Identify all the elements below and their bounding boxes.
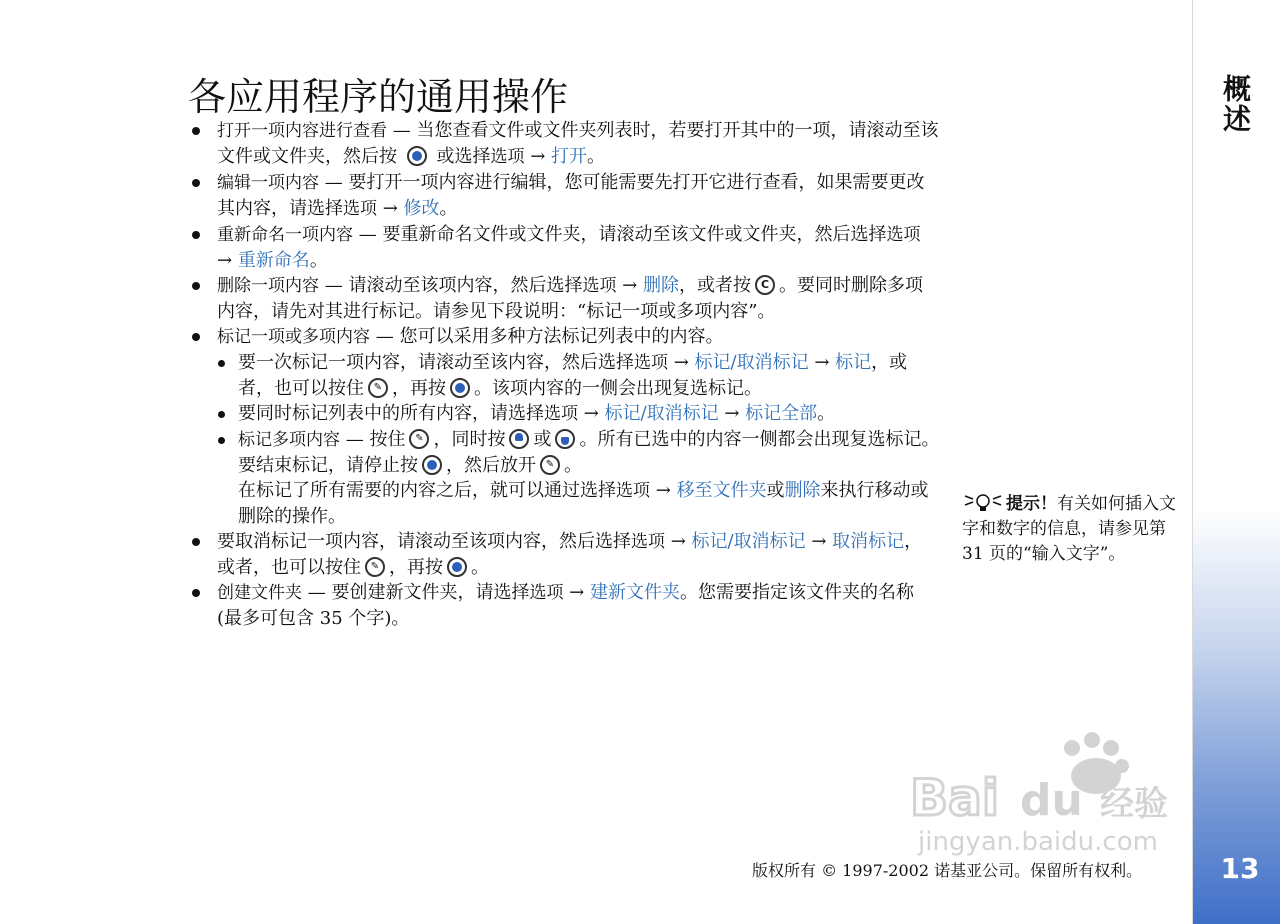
clear-key-icon: C — [755, 275, 775, 295]
mark-sublist — [217, 350, 940, 529]
svg-text:经验: 经验 — [1100, 784, 1168, 824]
item-text: 或 — [533, 429, 552, 450]
item-term: 删除一项内容 — [217, 276, 319, 296]
item-text: — 您可以采用多种方法标记列表中的内容。 — [370, 326, 724, 347]
item-text: 来执行移动或删除的操作。 — [238, 480, 929, 527]
menu-options: 选项 — [582, 276, 617, 296]
bullet — [218, 360, 225, 367]
edit-key-icon: ✎ — [540, 455, 560, 475]
tip-text: 有关如何插入文字和数字的信息，请参见第 31 页的“输入文字”。 — [962, 494, 1176, 564]
arrow: → — [524, 146, 551, 167]
menu-options: 选项 — [616, 481, 650, 501]
item-text: ，再按 — [389, 557, 443, 578]
scroll-down-icon — [555, 429, 575, 449]
edit-key-icon: ✎ — [409, 429, 429, 449]
item-text: — 请滚动至该项内容，然后选择 — [319, 275, 583, 296]
bullet — [192, 333, 200, 341]
arrow: → — [217, 250, 238, 271]
edit-key-icon: ✎ — [365, 557, 385, 577]
baidu-watermark-logo — [910, 730, 1195, 860]
sublist-item-mark-all — [217, 401, 940, 427]
link-mark-all[interactable]: 标记全部 — [745, 403, 818, 424]
arrow: → — [616, 275, 643, 296]
menu-options: 选项 — [529, 583, 564, 603]
item-text: 要取消标记一项内容，请滚动至该项内容，然后选择 — [217, 531, 631, 552]
menu-options: 选项 — [544, 404, 578, 424]
link-mark-unmark[interactable]: 标记/取消标记 — [691, 531, 806, 552]
item-text: ，或者，也可以按住 — [217, 531, 923, 578]
scroll-up-icon — [509, 429, 529, 449]
item-text: 在标记了所有需要的内容之后，就可以通过选择 — [238, 480, 616, 501]
item-text: 。 — [439, 198, 458, 219]
item-text: 要同时标记列表中的所有内容，请选择 — [238, 403, 544, 424]
item-text: — 要打开一项内容进行编辑，您可能需要先打开它进行查看，如果需要更改其内容，请选择 — [217, 172, 925, 219]
page-number: 13 — [1220, 852, 1260, 885]
joystick-press-icon — [450, 378, 470, 398]
bullet — [218, 411, 225, 418]
item-text: — 要重新命名文件或文件夹，请滚动至该文件或文件夹，然后选择 — [353, 224, 887, 245]
list-item-open — [190, 118, 940, 170]
bullet — [192, 231, 200, 239]
item-text: — 当您查看文件或文件夹列表时，若要打开其中的一项，请滚动至该文件或文件夹，然后按 — [217, 120, 939, 167]
item-text: 。要同时删除多项内容，请先对其进行标记。请参见下段说明：“标记一项或多项内容”。 — [217, 275, 923, 322]
sublist-item-mark-one — [217, 350, 940, 401]
item-term: 创建文件夹 — [217, 583, 302, 603]
list-item-unmark — [190, 529, 940, 580]
bullet — [192, 538, 200, 546]
operations-list — [190, 118, 940, 631]
edit-key-icon: ✎ — [368, 378, 388, 398]
link-open[interactable]: 打开 — [551, 146, 587, 167]
link-mark-unmark[interactable]: 标记/取消标记 — [694, 352, 809, 373]
svg-text:Bai: Bai — [910, 769, 999, 827]
link-new-folder[interactable]: 建新文件夹 — [589, 582, 680, 603]
bullet — [192, 589, 200, 597]
item-text: ，再按 — [392, 378, 446, 399]
mark-followup-note — [238, 478, 940, 529]
sublist-item-mark-multiple — [217, 427, 940, 529]
item-text: 或 — [766, 480, 785, 501]
arrow: → — [808, 352, 836, 373]
link-unmark[interactable]: 取消标记 — [832, 531, 905, 552]
menu-options: 选项 — [490, 147, 525, 167]
link-modify[interactable]: 修改 — [403, 198, 440, 219]
copyright-notice: 版权所有 © 1997-2002 诺基亚公司。保留所有权利。 — [752, 861, 1143, 880]
item-text: 。 — [564, 455, 582, 476]
item-text: 。 — [587, 146, 605, 167]
svg-text:du: du — [1020, 775, 1083, 826]
list-item-rename — [190, 222, 940, 273]
item-text: 要一次标记一项内容，请滚动至该内容，然后选择 — [238, 352, 634, 373]
item-text: ，然后放开 — [446, 455, 536, 476]
bullet — [218, 437, 225, 444]
item-text: 。您需要指定该文件夹的名称 (最多可包含 35 个字)。 — [217, 582, 914, 629]
item-term: 标记一项或多项内容 — [217, 327, 370, 347]
tip-box — [962, 492, 1177, 567]
item-term: 打开一项内容进行查看 — [217, 121, 387, 141]
list-item-edit — [190, 170, 940, 222]
list-item-create-folder — [190, 580, 940, 631]
bullet — [192, 127, 200, 135]
main-content — [190, 118, 940, 631]
link-delete[interactable]: 删除 — [784, 480, 821, 501]
arrow: → — [805, 531, 833, 552]
list-item-mark — [190, 324, 940, 529]
bullet — [192, 179, 200, 187]
item-text: ，同时按 — [433, 429, 506, 450]
item-text: ，或者，也可以按住 — [238, 352, 908, 399]
item-text: 或选择 — [436, 146, 491, 167]
link-mark[interactable]: 标记 — [835, 352, 872, 373]
item-text: 。该项内容的一侧会出现复选标记。 — [474, 378, 762, 399]
arrow: → — [650, 480, 677, 501]
menu-options: 选项 — [343, 199, 377, 219]
list-item-delete — [190, 273, 940, 324]
arrow: → — [563, 582, 590, 603]
arrow: → — [578, 403, 605, 424]
page-title: 各应用程序的通用操作 — [188, 75, 569, 119]
item-text: 。 — [309, 250, 328, 271]
arrow: → — [718, 403, 746, 424]
menu-options: 选项 — [886, 225, 921, 245]
item-text: 。 — [471, 557, 489, 578]
item-term: 编辑一项内容 — [217, 173, 319, 193]
svg-text:jingyan.baidu.com: jingyan.baidu.com — [918, 827, 1158, 857]
lightbulb-tip-icon — [962, 492, 1004, 514]
item-term: 标记多项内容 — [238, 430, 340, 450]
arrow: → — [668, 352, 695, 373]
section-sidebar — [1192, 0, 1280, 924]
item-text: — 要创建新文件夹，请选择 — [302, 582, 530, 603]
tip-label: 提示！ — [1006, 494, 1057, 514]
link-rename[interactable]: 重新命名 — [237, 250, 310, 271]
joystick-press-icon — [422, 455, 442, 475]
joystick-press-icon — [407, 146, 427, 166]
item-text: 。 — [817, 403, 836, 424]
link-delete[interactable]: 删除 — [642, 275, 679, 296]
menu-options: 选项 — [631, 532, 665, 552]
arrow: → — [377, 198, 404, 219]
arrow: → — [665, 531, 692, 552]
item-text: — 按住 — [340, 429, 406, 450]
link-mark-unmark[interactable]: 标记/取消标记 — [604, 403, 719, 424]
section-tab: 概述 — [1219, 74, 1252, 134]
item-text: 。所有已选中的内容一侧都会出现复选标记。要结束标记，请停止按 — [238, 429, 940, 476]
item-term: 重新命名一项内容 — [217, 225, 353, 245]
joystick-press-icon — [447, 557, 467, 577]
link-move-to-folder[interactable]: 移至文件夹 — [676, 480, 767, 501]
item-text: ，或者按 — [678, 275, 751, 296]
menu-options: 选项 — [634, 353, 668, 373]
bullet — [192, 282, 200, 290]
